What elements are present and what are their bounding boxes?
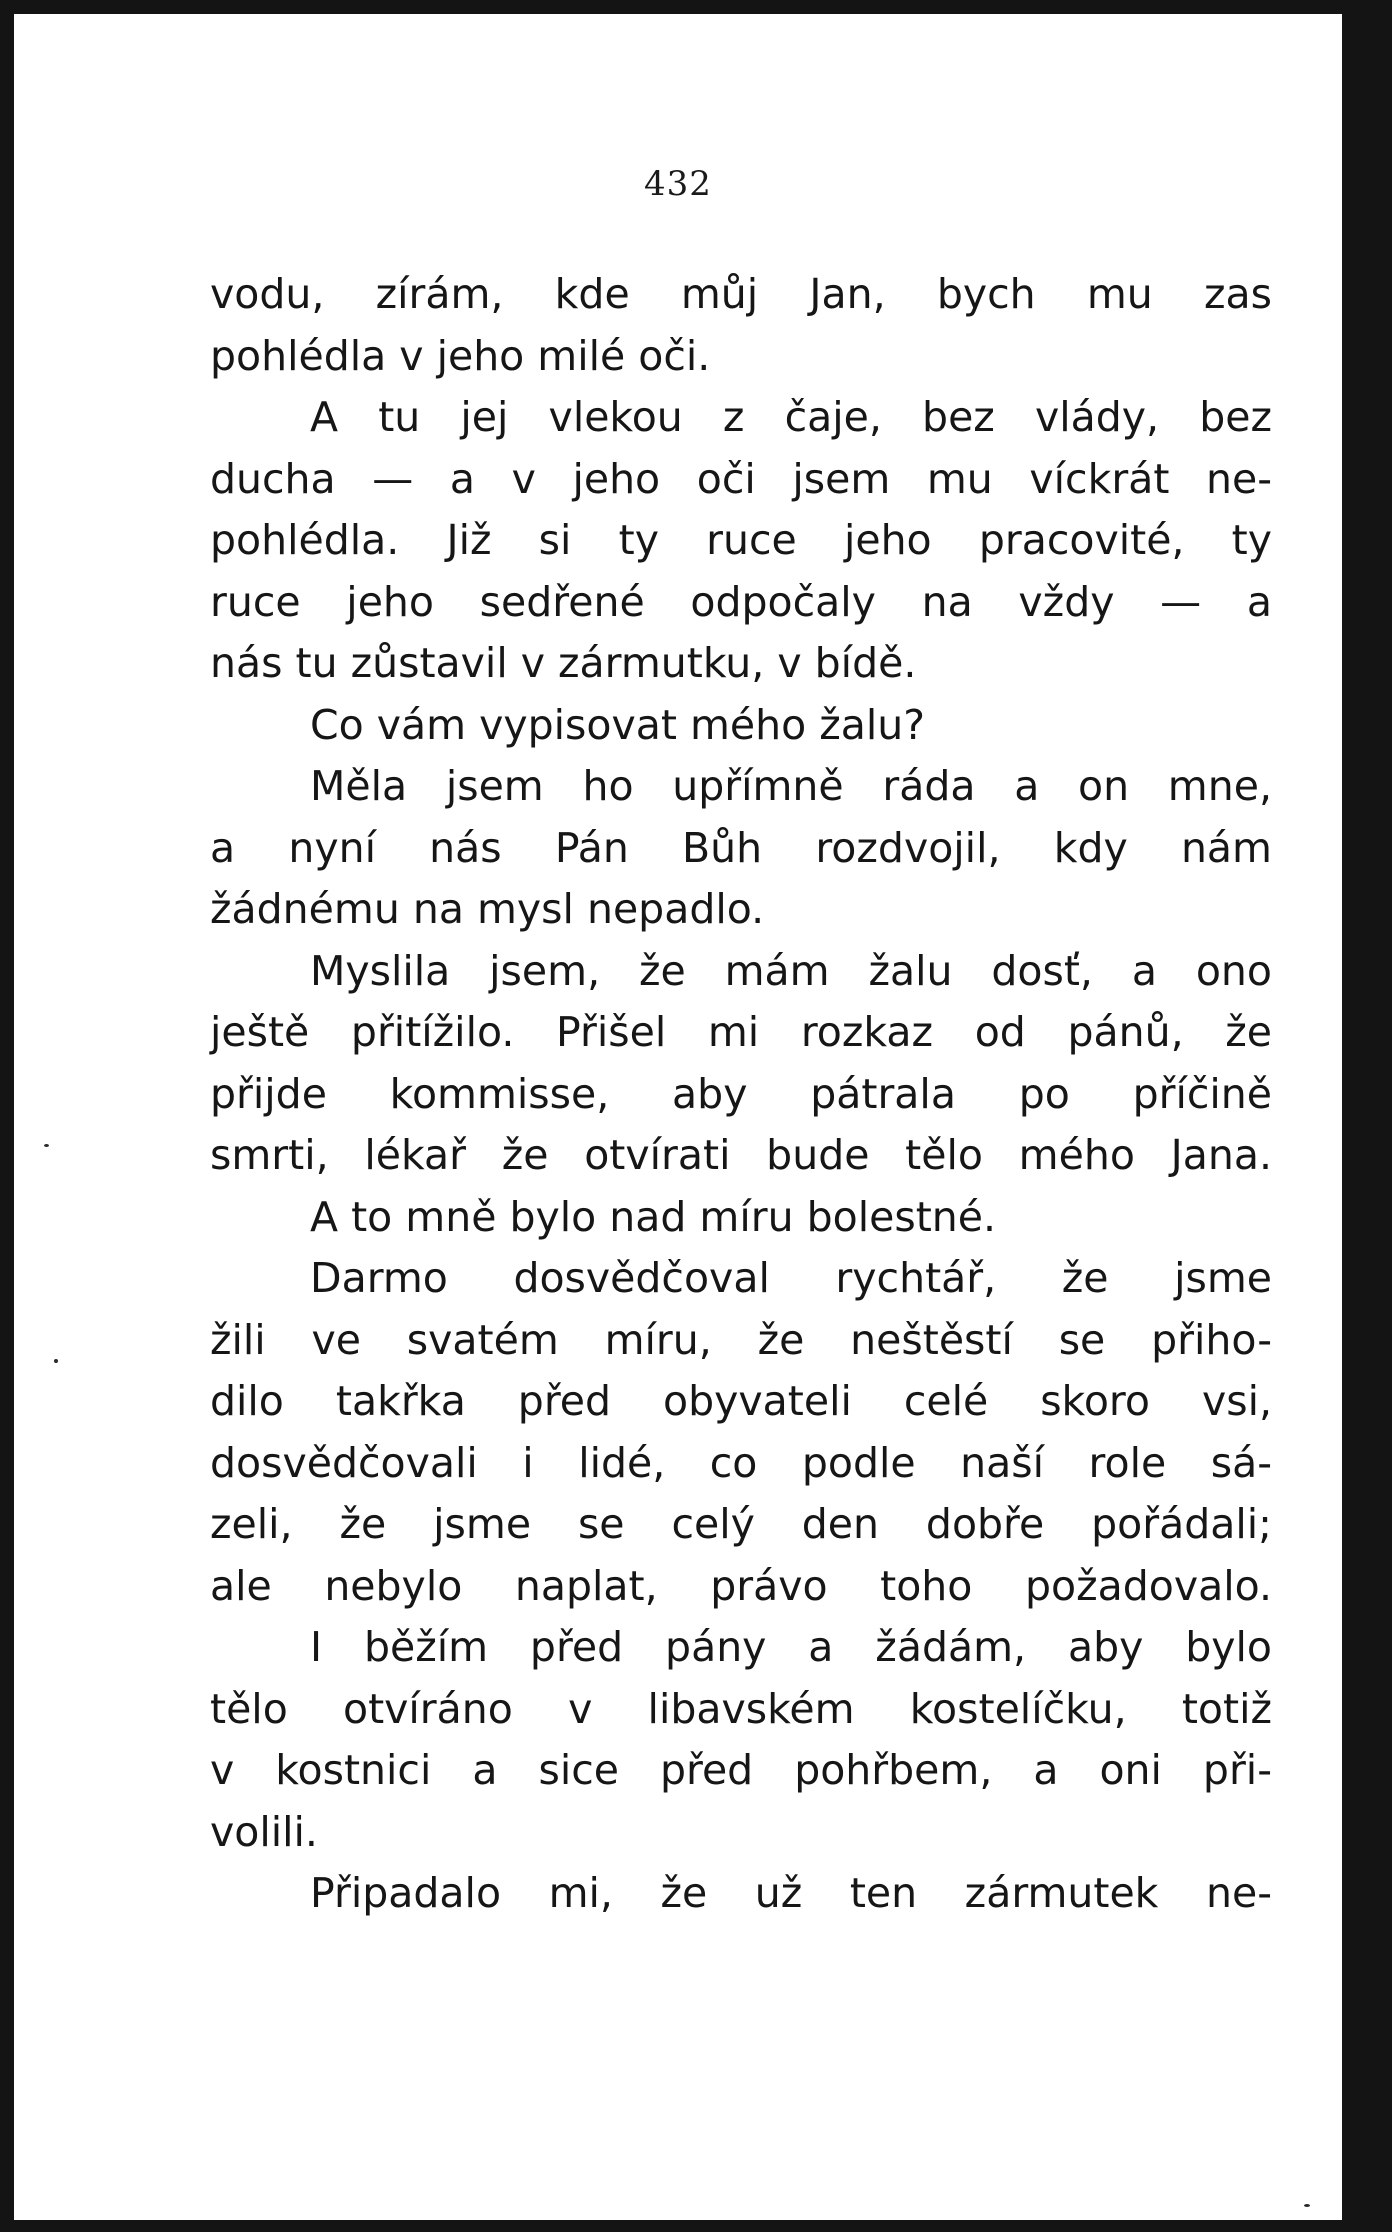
text-line: pohlédla. Již si ty ruce jeho pracovité, ty (210, 516, 1272, 564)
text-line: nás tu zůstavil v zármutku, v bídě. (210, 639, 917, 687)
text-line: Myslila jsem, že mám žalu dosť, a ono (310, 946, 1272, 995)
text-line: vodu, zírám, kde můj Jan, bych mu zas (210, 270, 1272, 318)
text-line: smrti, lékař že otvírati bude tělo mého Jana. (210, 1131, 1272, 1179)
text-line: ducha — a v jeho oči jsem mu víckrát ne- (210, 454, 1272, 503)
text-line: žádnému na mysl nepadlo. (210, 885, 765, 933)
text-line: v kostnici a sice před pohřbem, a oni při- (210, 1746, 1272, 1794)
page-number: 432 (644, 164, 712, 204)
scan-border (1342, 0, 1392, 2232)
text-line: ale nebylo naplat, právo toho požadovalo. (210, 1561, 1272, 1610)
text-line: a nyní nás Pán Bůh rozdvojil, kdy nám (210, 823, 1272, 872)
text-line: volili. (210, 1807, 318, 1856)
text-line: A tu jej vlekou z čaje, bez vlády, bez (310, 393, 1272, 441)
text-line: Připadalo mi, že už ten zármutek ne- (310, 1869, 1272, 1917)
text-line: zeli, že jsme se celý den dobře pořádali; (210, 1500, 1272, 1548)
text-line: ještě přitížilo. Přišel mi rozkaz od pánů, že (210, 1008, 1272, 1056)
text-line: Co vám vypisovat mého žalu? (310, 700, 926, 749)
text-line: Měla jsem ho upřímně ráda a on mne, (310, 762, 1272, 810)
scan-speck (44, 1144, 49, 1147)
scan-speck (1304, 2204, 1310, 2207)
body-text (210, 264, 1272, 1925)
text-line: A to mně bylo nad míru bolestné. (310, 1192, 997, 1241)
book-page (14, 14, 1342, 2220)
text-line: tělo otvíráno v libavském kostelíčku, totiž (210, 1684, 1272, 1733)
text-line: pohlédla v jeho milé oči. (210, 331, 711, 380)
text-line: I běžím před pány a žádám, aby bylo (310, 1623, 1272, 1671)
text-line: přijde kommisse, aby pátrala po příčině (210, 1069, 1272, 1118)
scan-speck (54, 1359, 58, 1363)
text-line: ruce jeho sedřené odpočaly na vždy — a (210, 577, 1272, 626)
text-line: dilo takřka před obyvateli celé skoro vsi, (210, 1377, 1272, 1425)
text-line: žili ve svatém míru, že neštěstí se přiho- (210, 1315, 1272, 1364)
text-line: Darmo dosvědčoval rychtář, že jsme (310, 1254, 1272, 1302)
text-line: dosvědčovali i lidé, co podle naší role sá- (210, 1438, 1272, 1487)
